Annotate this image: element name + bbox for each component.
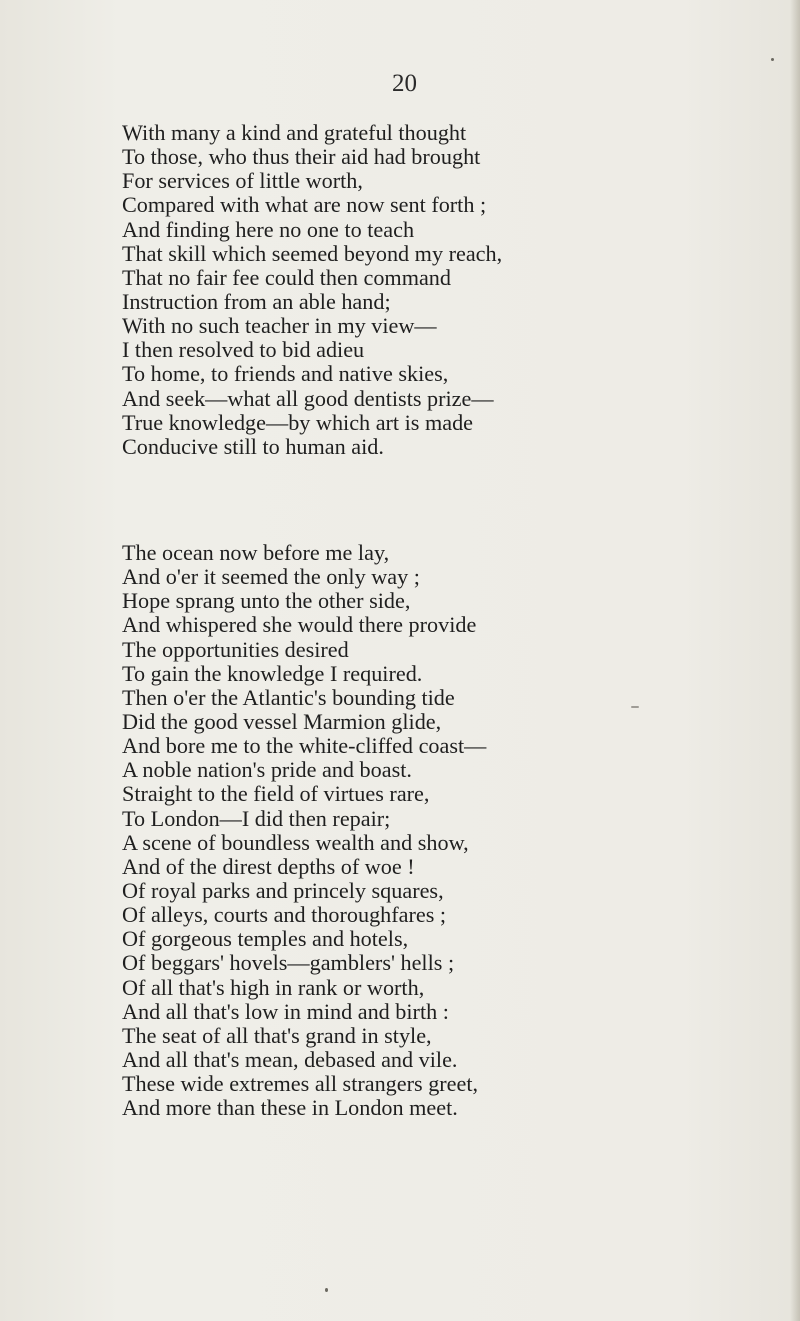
poem-line: A scene of boundless wealth and show, [122,829,469,855]
page-number: 20 [392,70,417,97]
poem-line: Conducive still to human aid. [122,433,384,459]
poem-line: To gain the knowledge I required. [122,660,423,686]
poem-line: Of royal parks and princely squares, [122,877,444,903]
poem-line: And bore me to the white-cliffed coast— [122,733,487,759]
page-edge-shadow [790,0,800,1321]
poem-line: Hope sprang unto the other side, [122,588,411,614]
poem-line: And all that's low in mind and birth : [122,998,449,1024]
poem-line: Compared with what are now sent forth ; [122,192,487,218]
poem-line: With many a kind and grateful thought [122,120,467,145]
poem-line: A noble nation's pride and boast. [122,757,412,783]
poem-line: And whispered she would there provide [122,612,477,638]
paper-speck [631,706,639,708]
poem-line: To London—I did then repair; [122,805,391,831]
poem-line: And finding here no one to teach [122,216,415,242]
stanza-1 [122,121,502,459]
poem-line: True knowledge—by which art is made [122,409,474,435]
poem-line: To home, to friends and native skies, [122,361,449,387]
poem-line: Of all that's high in rank or worth, [122,974,425,1000]
poem-line: Straight to the field of virtues rare, [122,781,430,807]
poem-line: Of alleys, courts and thoroughfares ; [122,902,447,928]
poem-line: Then o'er the Atlantic's bounding tide [122,684,455,710]
poem-line: That no fair fee could then command [122,264,451,290]
poem-line: Of gorgeous temples and hotels, [122,926,409,952]
poem-line: That skill which seemed beyond my reach, [122,240,503,266]
poem-line: And seek—what all good dentists prize— [122,385,494,411]
poem-line: And more than these in London meet. [122,1095,458,1121]
poem-line: Of beggars' hovels—gamblers' hells ; [122,950,455,976]
paper-speck [325,1288,328,1292]
poem-line: These wide extremes all strangers greet, [122,1071,479,1097]
poem-line: I then resolved to bid adieu [122,337,365,363]
paper-speck [771,58,774,61]
poem-line: The seat of all that's grand in style, [122,1022,432,1048]
poem-line: The opportunities desired [122,636,349,662]
stanza-2 [122,541,486,1120]
poem-line: Did the good vessel Marmion glide, [122,708,442,734]
poem-line: For services of little worth, [122,168,363,194]
poem-line: To those, who thus their aid had brought [122,144,481,170]
poem-line: With no such teacher in my view— [122,313,437,339]
poem-line: The ocean now before me lay, [122,540,390,565]
poem-line: And of the direst depths of woe ! [122,853,415,879]
poem-line: And all that's mean, debased and vile. [122,1046,458,1072]
poem-line: Instruction from an able hand; [122,288,391,314]
poem-line: And o'er it seemed the only way ; [122,564,420,590]
